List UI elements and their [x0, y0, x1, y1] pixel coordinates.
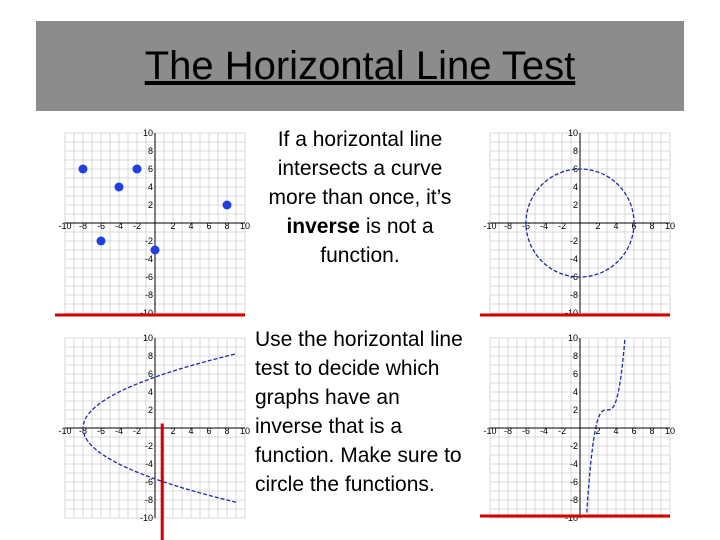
y-tick-label: -4 — [144, 254, 153, 264]
y-tick-label: 10 — [567, 333, 578, 343]
x-tick-label: 2 — [595, 425, 601, 436]
x-tick-label: 8 — [224, 220, 230, 231]
y-tick-label: -10 — [564, 513, 578, 523]
y-tick-label: -4 — [569, 459, 578, 469]
y-tick-label: 2 — [147, 200, 153, 210]
y-tick-label: 8 — [572, 146, 578, 156]
x-tick-label: -6 — [521, 425, 531, 436]
x-tick-label: -8 — [503, 220, 513, 231]
cubic-curve — [587, 338, 625, 513]
y-tick-label: -4 — [569, 254, 578, 264]
circle-graph — [480, 128, 676, 320]
data-point — [151, 246, 160, 255]
y-tick-label: -2 — [144, 441, 153, 451]
y-tick-label: -8 — [144, 290, 153, 300]
y-tick-label: 4 — [572, 182, 578, 192]
y-tick-label: 2 — [572, 405, 578, 415]
instruction-paragraph: Use the horizontal line test to decide which graphs have an inverse that is a function. Make sure to circle the functions. — [255, 328, 463, 496]
y-tick-label: 2 — [147, 405, 153, 415]
x-tick-label: 8 — [649, 425, 655, 436]
data-point — [97, 237, 106, 246]
y-tick-label: -2 — [144, 236, 153, 246]
y-tick-label: -2 — [569, 236, 578, 246]
x-tick-label: -10 — [58, 425, 72, 436]
x-tick-label: 10 — [664, 425, 676, 436]
x-tick-label: 2 — [595, 220, 601, 231]
x-tick-label: 4 — [613, 425, 619, 436]
y-tick-label: 4 — [147, 182, 153, 192]
x-tick-label: -6 — [521, 220, 531, 231]
y-tick-label: 6 — [147, 369, 153, 379]
x-tick-label: 6 — [631, 425, 637, 436]
y-tick-label: -10 — [564, 308, 578, 318]
x-tick-label: 8 — [224, 425, 230, 436]
definition-text-end: is not a function. — [320, 215, 434, 267]
points-graph — [55, 128, 251, 320]
cubic-graph — [480, 333, 676, 525]
y-tick-label: -10 — [139, 513, 153, 523]
x-tick-label: -4 — [114, 220, 124, 231]
y-tick-label: 10 — [142, 333, 153, 343]
parabola-graph — [55, 333, 251, 525]
x-tick-label: 10 — [239, 220, 251, 231]
x-tick-label: 10 — [664, 220, 676, 231]
x-tick-label: 2 — [170, 425, 176, 436]
x-tick-label: -8 — [78, 425, 88, 436]
definition-text-start: If a horizontal line intersects a curve more than once, it’s — [268, 128, 452, 209]
definition-paragraph — [254, 125, 466, 270]
x-tick-label: -4 — [539, 425, 549, 436]
y-tick-label: -8 — [569, 495, 578, 505]
x-tick-label: -4 — [114, 425, 124, 436]
y-tick-label: 10 — [142, 128, 153, 138]
y-tick-label: -8 — [144, 495, 153, 505]
title-bar — [36, 21, 684, 111]
y-tick-label: -4 — [144, 459, 153, 469]
x-tick-label: -10 — [483, 220, 497, 231]
x-tick-label: -8 — [503, 425, 513, 436]
x-tick-label: -2 — [557, 220, 567, 231]
x-tick-label: 6 — [631, 220, 637, 231]
y-tick-label: 4 — [572, 387, 578, 397]
x-tick-label: -10 — [483, 425, 497, 436]
x-tick-label: 10 — [239, 425, 251, 436]
data-point — [115, 183, 124, 192]
x-tick-label: 8 — [649, 220, 655, 231]
y-tick-label: 8 — [572, 351, 578, 361]
x-tick-label: -8 — [78, 220, 88, 231]
y-tick-label: -6 — [144, 477, 153, 487]
y-tick-label: -6 — [569, 477, 578, 487]
y-tick-label: 4 — [147, 387, 153, 397]
definition-bold-word: inverse — [286, 215, 360, 238]
x-tick-label: -2 — [557, 425, 567, 436]
y-tick-label: 6 — [572, 369, 578, 379]
y-tick-label: -6 — [144, 272, 153, 282]
x-tick-label: -10 — [58, 220, 72, 231]
page-title: The Horizontal Line Test — [144, 43, 576, 88]
x-tick-label: 4 — [188, 425, 194, 436]
y-tick-label: -2 — [569, 441, 578, 451]
y-tick-label: 6 — [572, 164, 578, 174]
x-tick-label: -6 — [96, 220, 106, 231]
data-point — [133, 165, 142, 174]
x-tick-label: -4 — [539, 220, 549, 231]
x-tick-label: -2 — [132, 425, 142, 436]
y-tick-label: 8 — [147, 146, 153, 156]
x-tick-label: 4 — [188, 220, 194, 231]
y-tick-label: 10 — [567, 128, 578, 138]
data-point — [79, 165, 88, 174]
x-tick-label: -2 — [132, 220, 142, 231]
y-tick-label: -10 — [139, 308, 153, 318]
x-tick-label: -6 — [96, 425, 106, 436]
y-tick-label: 2 — [572, 200, 578, 210]
y-tick-label: -8 — [569, 290, 578, 300]
data-point — [223, 201, 232, 210]
y-tick-label: 6 — [147, 164, 153, 174]
x-tick-label: 2 — [170, 220, 176, 231]
x-tick-label: 6 — [206, 220, 212, 231]
x-tick-label: 6 — [206, 425, 212, 436]
y-tick-label: -6 — [569, 272, 578, 282]
x-tick-label: 4 — [613, 220, 619, 231]
y-tick-label: 8 — [147, 351, 153, 361]
